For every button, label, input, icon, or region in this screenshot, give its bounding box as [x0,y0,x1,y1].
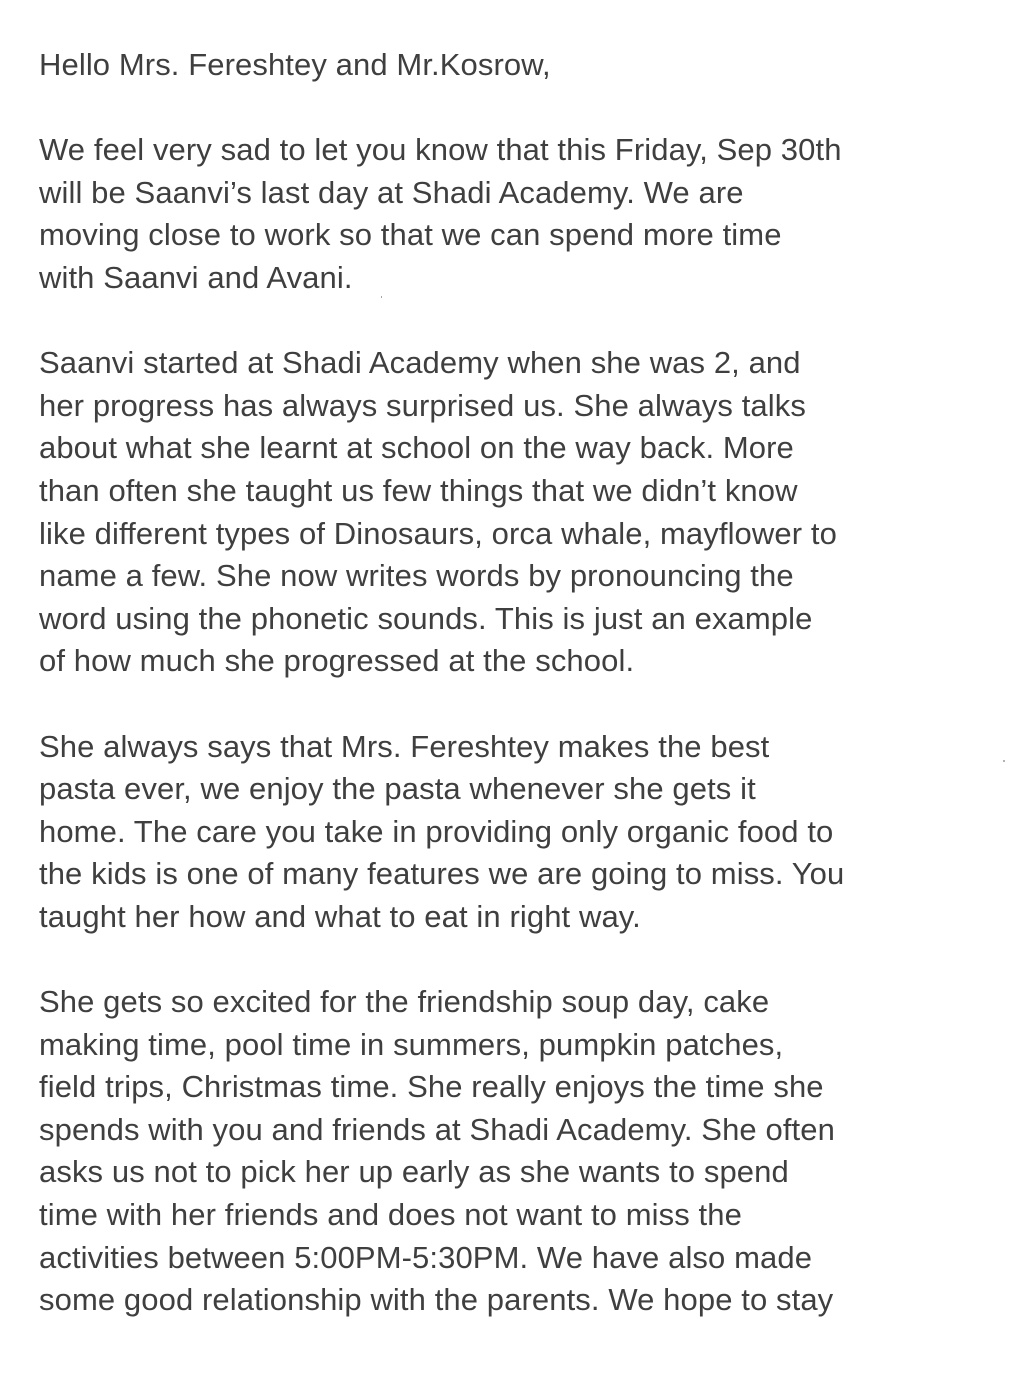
greeting-line: Hello Mrs. Fereshtey and Mr.Kosrow, [39,47,551,82]
paragraph-4 [39,981,999,1322]
paragraph-2 [39,342,999,683]
paragraph-gap [39,683,999,726]
paragraph-line: She always says that Mrs. Fereshtey makes the best [39,728,770,764]
paragraph-line: asks us not to pick her up early as she wants to spend [39,1154,789,1190]
paragraph-line: moving close to work so that we can spend more time [39,217,782,253]
paragraph-gap [39,300,999,343]
scan-speck [381,296,382,298]
paragraph-line: making time, pool time in summers, pumpkin patches, [39,1026,784,1062]
paragraph-line: We feel very sad to let you know that this Friday, Sep 30th [39,132,842,168]
paragraph-line: some good relationship with the parents. We hope to stay [39,1282,834,1318]
paragraph-gap [39,938,999,981]
paragraph-line: like different types of Dinosaurs, orca whale, mayflower to [39,515,837,551]
paragraph-line: of how much she progressed at the school. [39,643,635,679]
paragraph-line: word using the phonetic sounds. This is just an example [39,600,813,636]
paragraph-line: time with her friends and does not want to miss the [39,1197,742,1233]
paragraph-line: name a few. She now writes words by pronouncing the [39,558,794,594]
letter-greeting [39,44,999,87]
paragraph-gap [39,87,999,130]
letter-body [39,44,999,1322]
paragraph-line: taught her how and what to eat in right way. [39,898,641,934]
paragraph-line: her progress has always surprised us. She always talks [39,387,806,423]
paragraph-1 [39,129,999,299]
paragraph-3 [39,726,999,939]
paragraph-line: She gets so excited for the friendship soup day, cake [39,984,770,1020]
paragraph-line: pasta ever, we enjoy the pasta whenever she gets it [39,771,756,807]
paragraph-line: activities between 5:00PM-5:30PM. We have also made [39,1239,813,1275]
paragraph-line: about what she learnt at school on the way back. More [39,430,794,466]
paragraph-line: field trips, Christmas time. She really enjoys the time she [39,1069,824,1105]
paragraph-line: Saanvi started at Shadi Academy when she was 2, and [39,345,801,381]
scan-speck [1003,760,1005,762]
paragraph-line: will be Saanvi’s last day at Shadi Academy. We are [39,174,744,210]
paragraph-line: home. The care you take in providing only organic food to [39,813,834,849]
paragraph-line: the kids is one of many features we are going to miss. You [39,856,845,892]
paragraph-line: spends with you and friends at Shadi Academy. She often [39,1111,835,1147]
paragraph-line: with Saanvi and Avani. [39,259,353,295]
paragraph-line: than often she taught us few things that we didn’t know [39,472,798,508]
